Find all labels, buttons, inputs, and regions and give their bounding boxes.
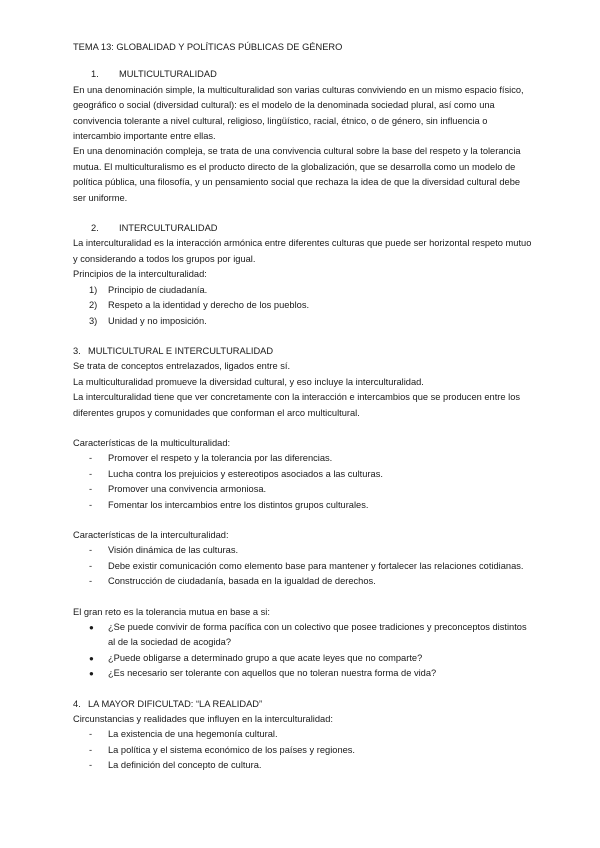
list-item [73,620,533,651]
section-3-title: MULTICULTURAL E INTERCULTURALIDAD [88,345,274,356]
list-item-text: ¿Es necesario ser tolerante con aquellos que no toleran nuestra forma de vida? [108,668,437,679]
section-2-title: INTERCULTURALIDAD [119,223,218,234]
list-item [73,482,533,497]
section-3-heading [73,344,533,359]
document-title: TEMA 13: GLOBALIDAD Y POLÍTICAS PÚBLICAS DE GÉNERO [73,42,343,52]
section-4-title: LA MAYOR DIFICULTAD: “LA REALIDAD” [88,698,263,709]
list-item [73,559,533,574]
interculturalidad-characteristics-list [73,543,533,589]
list-item-text: Promover una convivencia armoniosa. [108,484,267,495]
list-item-text: ¿Se puede convivir de forma pacífica con un colectivo que posee tradiciones y preconceptos distintos al de la sociedad de acogida? [108,622,527,648]
bullet-icon: ● [89,653,94,663]
section-1-paragraph-1: En una denominación simple, la multiculturalidad son varias culturas conviviendo en un mismo espacio físico, geográfico o social (diversidad cultural): es el modelo de la denominada sociedad plural, así como una convivencia tolerante a nivel cultural, religioso, lingüístico, racial, étnico, o de género, sin influencia o intercambio importante entre ellas. [73,84,524,142]
list-item [73,314,533,329]
realidad-list [73,727,533,773]
principles-list [73,283,533,329]
reto-intro: El gran reto es la tolerancia mutua en base a si: [73,606,270,617]
bullet-icon: ● [89,623,94,632]
list-item [73,498,533,513]
section-3-paragraph-1: Se trata de conceptos entrelazados, ligados entre sí. [73,361,291,372]
section-3-paragraph-2: La multiculturalidad promueve la diversidad cultural, y eso incluye la interculturalidad. [73,376,424,387]
list-item-text: Promover el respeto y la tolerancia por las diferencias. [108,453,333,464]
list-item [73,758,533,773]
list-marker: - [89,576,93,587]
list-marker: - [89,560,93,571]
list-item-text: La política y el sistema económico de los países y regiones. [108,744,356,755]
list-item-text: La existencia de una hegemonía cultural. [108,729,278,740]
section-3-number: 3. [73,345,81,356]
list-marker: 1) [89,284,98,295]
list-item-text: Visión dinámica de las culturas. [108,545,239,556]
list-item-text: Debe existir comunicación como elemento base para mantener y fortalecer las relaciones cotidianas. [108,560,524,571]
section-1-heading [73,67,533,82]
reto-questions-list [73,620,533,682]
list-item-text: Principio de ciudadanía. [108,284,208,295]
interculturalidad-characteristics-title: Características de la interculturalidad: [73,529,229,540]
list-item [73,451,533,466]
list-item [73,283,533,298]
section-2-paragraph-2: Principios de la interculturalidad: [73,269,207,280]
section-2-paragraph-1: La interculturalidad es la interacción armónica entre diferentes culturas que puede ser horizontal respeto mutuo y considerando a todos los grupos por igual. [73,238,532,264]
section-4-heading [73,697,533,712]
list-marker: - [89,729,93,740]
list-item [73,666,533,681]
document-page [73,40,533,774]
list-marker: - [89,468,93,479]
list-item-text: Fomentar los intercambios entre los distintos grupos culturales. [108,499,369,510]
list-marker: - [89,744,93,755]
list-item-text: Unidad y no imposición. [108,315,207,326]
list-marker: 3) [89,315,98,326]
list-item [73,298,533,313]
list-item [73,727,533,742]
list-item [73,467,533,482]
multiculturalidad-characteristics-title: Características de la multiculturalidad: [73,437,231,448]
section-4-paragraph-1: Circunstancias y realidades que influyen en la interculturalidad: [73,714,333,725]
section-2-heading [73,221,533,236]
bullet-icon: ● [89,669,94,679]
list-item [73,743,533,758]
list-marker: 2) [89,300,98,311]
list-marker: - [89,545,93,556]
list-item [73,543,533,558]
section-4-number: 4. [73,698,81,709]
list-item [73,574,533,589]
section-1-title: MULTICULTURALIDAD [119,69,217,80]
list-item [73,651,533,666]
list-item-text: Lucha contra los prejuicios y estereotipos asociados a las culturas. [108,468,383,479]
list-item-text: Respeto a la identidad y derecho de los pueblos. [108,300,310,311]
list-marker: - [89,499,93,510]
multiculturalidad-characteristics-list [73,451,533,513]
section-1-number: 1. [91,69,99,80]
list-marker: - [89,484,93,495]
section-2-number: 2. [91,223,99,234]
section-3-paragraph-3: La interculturalidad tiene que ver concretamente con la interacción e intercambios que se producen entre los diferentes grupos y comunidades que conforman el arco multicultural. [73,392,521,418]
list-item-text: La definición del concepto de cultura. [108,760,262,771]
list-marker: - [89,453,93,464]
section-1-paragraph-2: En una denominación compleja, se trata de una convivencia cultural sobre la base del respeto y la tolerancia mutua. El multiculturalismo es el producto directo de la globalización, que se desarrolla como un modelo de política pública, una filosofía, y un pensamiento social que rechaza la idea de que la diversidad cultural debe ser uniforme. [73,146,521,203]
list-marker: - [89,760,93,771]
list-item-text: ¿Puede obligarse a determinado grupo a que acate leyes que no comparte? [108,652,423,663]
list-item-text: Construcción de ciudadanía, basada en la igualdad de derechos. [108,576,376,587]
